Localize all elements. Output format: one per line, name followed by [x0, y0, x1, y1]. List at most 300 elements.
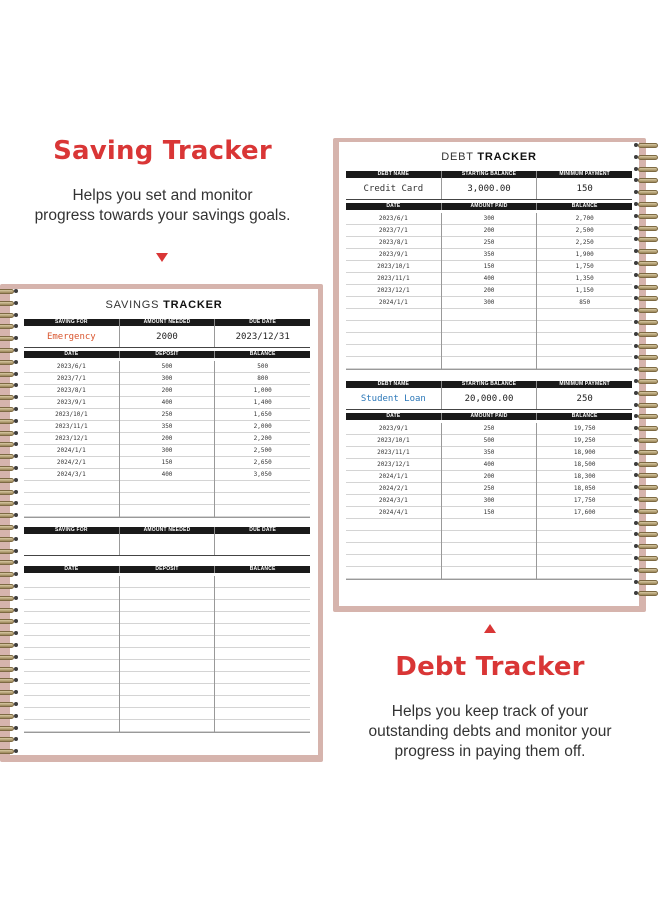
table-cell[interactable]	[537, 531, 632, 543]
table-cell[interactable]: 150	[442, 507, 537, 519]
column-header: DEPOSIT	[120, 566, 216, 573]
table-cell[interactable]: 2023/7/1	[24, 373, 119, 385]
table-cell[interactable]	[215, 481, 310, 493]
table-cell[interactable]	[24, 708, 119, 720]
table-cell[interactable]	[442, 567, 537, 579]
table-cell[interactable]: 19,250	[537, 435, 632, 447]
table-cell[interactable]: 300	[120, 373, 215, 385]
spiral-coil	[632, 579, 658, 586]
column-header: DUE DATE	[249, 527, 277, 533]
table-cell[interactable]: 2,650	[215, 457, 310, 469]
table-cell[interactable]	[24, 696, 119, 708]
column-header: AMOUNT PAID	[442, 203, 538, 210]
spiral-coil	[0, 736, 20, 743]
table-cell[interactable]: 250	[442, 423, 537, 435]
table-cell[interactable]: 18,050	[537, 483, 632, 495]
table-cell[interactable]: 1,400	[215, 397, 310, 409]
table-cell[interactable]	[442, 309, 537, 321]
spiral-coil	[632, 378, 658, 385]
table-cell[interactable]: 1,900	[537, 249, 632, 261]
spiral-coil	[0, 500, 20, 507]
table-cell[interactable]: 2,000	[215, 421, 310, 433]
table-cell[interactable]	[120, 672, 215, 684]
debt-2-log-grid	[346, 423, 632, 580]
saving-desc-line-2: progress towards your savings goals.	[34, 206, 291, 224]
table-cell[interactable]	[120, 481, 215, 493]
table-cell[interactable]: 2,200	[215, 433, 310, 445]
table-cell[interactable]: 2024/1/1	[346, 471, 441, 483]
spiral-coil	[0, 583, 20, 590]
spiral-coil	[632, 331, 658, 338]
spiral-coil	[0, 748, 20, 755]
table-column	[215, 576, 310, 732]
saving-tracker-description	[10, 186, 315, 226]
spiral-coil	[632, 496, 658, 503]
debt-desc-line-1: Helps you keep track of your	[391, 703, 589, 720]
table-cell[interactable]	[346, 321, 441, 333]
debt-page	[339, 142, 639, 606]
spiral-coil	[632, 260, 658, 267]
spiral-coil	[632, 366, 658, 373]
table-cell[interactable]: 400	[120, 469, 215, 481]
spiral-coil	[632, 354, 658, 361]
table-cell[interactable]	[215, 600, 310, 612]
spiral-coil	[632, 142, 658, 149]
table-column	[24, 576, 120, 732]
table-cell[interactable]: 2023/10/1	[346, 435, 441, 447]
spiral-coil	[632, 307, 658, 314]
spiral-coil	[0, 489, 20, 496]
table-cell[interactable]: 500	[442, 435, 537, 447]
savings-log-header	[24, 351, 310, 358]
table-cell[interactable]	[24, 612, 119, 624]
table-cell[interactable]	[537, 345, 632, 357]
spiral-coil	[632, 248, 658, 255]
table-column	[442, 213, 538, 369]
table-cell[interactable]: 150	[442, 261, 537, 273]
table-cell[interactable]	[215, 696, 310, 708]
table-cell[interactable]: 850	[537, 297, 632, 309]
debt-name-value-2[interactable]: Student Loan	[346, 388, 442, 409]
spiral-coil	[632, 543, 658, 550]
table-cell[interactable]: 2,250	[537, 237, 632, 249]
table-cell[interactable]	[346, 309, 441, 321]
debt-1-header	[346, 171, 632, 178]
savings-tracker-title	[10, 299, 318, 311]
amount-needed-value-2[interactable]	[120, 534, 216, 555]
spiral-coil	[632, 449, 658, 456]
column-header: DATE	[24, 351, 120, 358]
spiral-coil	[0, 300, 20, 307]
debt-1-table	[346, 171, 632, 370]
table-cell[interactable]	[120, 588, 215, 600]
spiral-coil	[0, 654, 20, 661]
table-cell[interactable]: 1,150	[537, 285, 632, 297]
table-cell[interactable]	[442, 531, 537, 543]
spiral-coil	[632, 484, 658, 491]
spiral-coil	[0, 713, 20, 720]
spiral-coil	[0, 642, 20, 649]
saving-desc-line-1: Helps you set and monitor	[72, 187, 253, 204]
table-cell[interactable]: 2023/12/1	[24, 433, 119, 445]
table-cell[interactable]: 500	[215, 361, 310, 373]
spiral-coil	[0, 548, 20, 555]
table-cell[interactable]	[24, 576, 119, 588]
debt-2-table	[346, 381, 632, 580]
table-cell[interactable]: 2023/10/1	[346, 261, 441, 273]
spiral-coil	[0, 666, 20, 673]
spiral-coil	[0, 371, 20, 378]
spiral-coil	[632, 531, 658, 538]
column-header: BALANCE	[249, 351, 276, 357]
table-cell[interactable]: 3,050	[215, 469, 310, 481]
table-cell[interactable]	[120, 708, 215, 720]
table-cell[interactable]	[215, 624, 310, 636]
spiral-coil	[0, 512, 20, 519]
spiral-coil	[0, 595, 20, 602]
table-cell[interactable]	[346, 531, 441, 543]
table-cell[interactable]: 2023/8/1	[346, 237, 441, 249]
spiral-coil	[0, 630, 20, 637]
spiral-coil	[0, 382, 20, 389]
table-column	[346, 213, 442, 369]
table-cell[interactable]: 1,000	[215, 385, 310, 397]
starting-balance-value-2[interactable]: 20,000.00	[442, 388, 538, 409]
spiral-coil	[0, 335, 20, 342]
debt-title-light: DEBT	[441, 151, 478, 163]
table-cell[interactable]: 200	[442, 285, 537, 297]
spiral-coil	[632, 154, 658, 161]
table-cell[interactable]	[442, 519, 537, 531]
savings-goal-table-2	[24, 527, 310, 733]
spiral-coil	[632, 272, 658, 279]
spiral-coil	[0, 524, 20, 531]
column-header: BALANCE	[571, 203, 598, 209]
column-header: STARTING BALANCE	[442, 381, 538, 388]
table-cell[interactable]: 800	[215, 373, 310, 385]
table-cell[interactable]: 19,750	[537, 423, 632, 435]
amount-needed-value[interactable]: 2000	[120, 326, 216, 347]
table-cell[interactable]	[24, 505, 119, 517]
table-cell[interactable]: 17,600	[537, 507, 632, 519]
savings-title-bold: TRACKER	[163, 299, 223, 311]
spiral-coil	[632, 343, 658, 350]
table-cell[interactable]	[346, 555, 441, 567]
column-header: DATE	[24, 566, 120, 573]
table-cell[interactable]	[120, 505, 215, 517]
table-cell[interactable]	[346, 519, 441, 531]
spiral-coil	[632, 567, 658, 574]
debt-2-row	[346, 388, 632, 410]
table-cell[interactable]: 2024/1/1	[24, 445, 119, 457]
table-cell[interactable]: 2023/11/1	[24, 421, 119, 433]
spiral-coil	[0, 725, 20, 732]
spiral-coil	[632, 166, 658, 173]
column-header: DEBT NAME	[346, 171, 442, 178]
debt-tracker-heading: Debt Tracker	[395, 652, 585, 682]
table-cell[interactable]: 2023/10/1	[24, 409, 119, 421]
table-cell[interactable]	[24, 636, 119, 648]
table-cell[interactable]	[346, 357, 441, 369]
column-header: STARTING BALANCE	[442, 171, 538, 178]
spiral-coil	[0, 677, 20, 684]
starting-balance-value[interactable]: 3,000.00	[442, 178, 538, 199]
spiral-coil	[632, 590, 658, 597]
table-cell[interactable]: 200	[442, 225, 537, 237]
table-cell[interactable]	[120, 612, 215, 624]
table-cell[interactable]	[24, 720, 119, 732]
table-cell[interactable]	[537, 555, 632, 567]
table-cell[interactable]	[346, 345, 441, 357]
spiral-coil	[0, 689, 20, 696]
savings-title-light: SAVINGS	[105, 299, 164, 311]
spiral-coil	[632, 437, 658, 444]
table-cell[interactable]: 300	[442, 495, 537, 507]
down-arrow-icon	[156, 253, 168, 262]
table-cell[interactable]: 2023/9/1	[346, 423, 441, 435]
spiral-coil	[0, 618, 20, 625]
column-header: BALANCE	[571, 413, 598, 419]
table-cell[interactable]	[215, 660, 310, 672]
table-cell[interactable]: 2023/7/1	[346, 225, 441, 237]
spiral-coil	[0, 288, 20, 295]
table-cell[interactable]: 250	[442, 237, 537, 249]
table-cell[interactable]: 300	[442, 213, 537, 225]
table-cell[interactable]: 2024/3/1	[24, 469, 119, 481]
spiral-coil	[0, 347, 20, 354]
table-cell[interactable]: 200	[442, 471, 537, 483]
table-cell[interactable]: 2023/9/1	[346, 249, 441, 261]
column-header: DEPOSIT	[120, 351, 216, 358]
table-cell[interactable]	[442, 333, 537, 345]
spiral-coil	[632, 520, 658, 527]
table-cell[interactable]	[215, 588, 310, 600]
table-cell[interactable]: 350	[442, 249, 537, 261]
spiral-coil	[632, 295, 658, 302]
column-header: AMOUNT NEEDED	[120, 527, 216, 534]
table-cell[interactable]	[120, 576, 215, 588]
debt-2-log-header	[346, 413, 632, 420]
table-cell[interactable]	[215, 684, 310, 696]
table-cell[interactable]	[346, 333, 441, 345]
spiral-coil	[0, 477, 20, 484]
spiral-coil	[632, 390, 658, 397]
debt-1-log-grid	[346, 213, 632, 370]
table-cell[interactable]: 2024/1/1	[346, 297, 441, 309]
table-column	[537, 423, 632, 579]
column-header: MINIMUM PAYMENT	[559, 381, 610, 387]
column-header: AMOUNT NEEDED	[120, 319, 216, 326]
spiral-coil	[632, 225, 658, 232]
up-arrow-icon	[484, 624, 496, 633]
table-cell[interactable]	[120, 600, 215, 612]
table-cell[interactable]: 250	[120, 409, 215, 421]
table-cell[interactable]	[24, 600, 119, 612]
column-header: SAVING FOR	[24, 319, 120, 326]
debt-tracker-title	[339, 151, 639, 163]
saving-tracker-heading: Saving Tracker	[53, 136, 272, 166]
table-cell[interactable]	[215, 672, 310, 684]
table-cell[interactable]: 200	[120, 385, 215, 397]
table-cell[interactable]	[215, 708, 310, 720]
savings-log-2-header	[24, 566, 310, 573]
table-cell[interactable]: 300	[120, 445, 215, 457]
table-cell[interactable]	[24, 660, 119, 672]
table-cell[interactable]: 2023/12/1	[346, 285, 441, 297]
table-cell[interactable]	[120, 684, 215, 696]
table-column	[120, 576, 216, 732]
debt-tracker-description	[335, 702, 645, 761]
table-cell[interactable]: 2024/3/1	[346, 495, 441, 507]
table-cell[interactable]	[537, 543, 632, 555]
table-cell[interactable]: 2023/6/1	[346, 213, 441, 225]
table-cell[interactable]: 18,300	[537, 471, 632, 483]
table-cell[interactable]: 18,500	[537, 459, 632, 471]
column-header: DEBT NAME	[346, 381, 442, 388]
table-cell[interactable]	[442, 321, 537, 333]
table-cell[interactable]	[215, 612, 310, 624]
table-cell[interactable]	[537, 333, 632, 345]
debt-desc-line-3: progress in paying them off.	[394, 742, 586, 760]
table-cell[interactable]	[215, 493, 310, 505]
table-cell[interactable]: 1,650	[215, 409, 310, 421]
debt-desc-line-2: outstanding debts and monitor your	[368, 722, 612, 740]
debt-1-log-header	[346, 203, 632, 210]
table-cell[interactable]: 18,900	[537, 447, 632, 459]
table-cell[interactable]	[24, 648, 119, 660]
table-cell[interactable]: 2023/12/1	[346, 459, 441, 471]
column-header: MINIMUM PAYMENT	[559, 171, 610, 177]
table-cell[interactable]	[215, 648, 310, 660]
table-cell[interactable]: 200	[120, 433, 215, 445]
table-cell[interactable]: 2023/11/1	[346, 447, 441, 459]
table-cell[interactable]	[346, 543, 441, 555]
table-cell[interactable]	[215, 720, 310, 732]
table-cell[interactable]: 2024/2/1	[346, 483, 441, 495]
spiral-coil	[632, 284, 658, 291]
spiral-coil	[632, 201, 658, 208]
table-cell[interactable]	[537, 321, 632, 333]
spiral-binding-left	[0, 288, 20, 758]
table-cell[interactable]: 400	[120, 397, 215, 409]
table-cell[interactable]: 2023/6/1	[24, 361, 119, 373]
table-cell[interactable]	[442, 543, 537, 555]
spiral-coil	[632, 189, 658, 196]
saving-for-value-2[interactable]	[24, 534, 120, 555]
table-cell[interactable]: 17,750	[537, 495, 632, 507]
table-cell[interactable]: 2023/8/1	[24, 385, 119, 397]
spiral-coil	[0, 571, 20, 578]
table-cell[interactable]: 2,500	[537, 225, 632, 237]
table-cell[interactable]	[215, 636, 310, 648]
table-cell[interactable]: 350	[442, 447, 537, 459]
spiral-coil	[632, 213, 658, 220]
table-cell[interactable]	[215, 505, 310, 517]
table-cell[interactable]: 300	[442, 297, 537, 309]
table-cell[interactable]	[24, 624, 119, 636]
table-cell[interactable]: 250	[442, 483, 537, 495]
savings-goal-2-header	[24, 527, 310, 534]
table-cell[interactable]	[537, 567, 632, 579]
spiral-coil	[632, 177, 658, 184]
table-cell[interactable]: 150	[120, 457, 215, 469]
spiral-coil	[0, 559, 20, 566]
column-header: SAVING FOR	[24, 527, 120, 534]
table-cell[interactable]: 400	[442, 273, 537, 285]
table-cell[interactable]: 350	[120, 421, 215, 433]
table-cell[interactable]	[537, 357, 632, 369]
spiral-coil	[632, 555, 658, 562]
spiral-coil	[632, 425, 658, 432]
spiral-coil	[632, 508, 658, 515]
spiral-coil	[0, 312, 20, 319]
table-cell[interactable]	[120, 648, 215, 660]
table-cell[interactable]	[442, 357, 537, 369]
spiral-coil	[0, 536, 20, 543]
table-column	[215, 361, 310, 517]
table-cell[interactable]	[24, 493, 119, 505]
savings-log-grid	[24, 361, 310, 518]
table-cell[interactable]	[120, 624, 215, 636]
table-cell[interactable]	[120, 720, 215, 732]
table-cell[interactable]: 2,700	[537, 213, 632, 225]
column-header: AMOUNT PAID	[442, 413, 538, 420]
table-cell[interactable]	[24, 588, 119, 600]
table-cell[interactable]: 2023/9/1	[24, 397, 119, 409]
table-column	[24, 361, 120, 517]
table-cell[interactable]	[24, 684, 119, 696]
table-cell[interactable]: 1,350	[537, 273, 632, 285]
savings-goal-table	[24, 319, 310, 518]
table-cell[interactable]	[120, 660, 215, 672]
spiral-coil	[0, 406, 20, 413]
table-cell[interactable]: 400	[442, 459, 537, 471]
table-cell[interactable]	[120, 636, 215, 648]
debt-title-bold: TRACKER	[477, 151, 537, 163]
column-header: DATE	[346, 203, 442, 210]
minimum-payment-value[interactable]: 150	[576, 183, 593, 194]
debt-name-value[interactable]: Credit Card	[346, 178, 442, 199]
table-cell[interactable]: 2024/4/1	[346, 507, 441, 519]
table-cell[interactable]: 2023/11/1	[346, 273, 441, 285]
due-date-value[interactable]: 2023/12/31	[235, 331, 290, 342]
table-cell[interactable]	[442, 555, 537, 567]
table-cell[interactable]	[120, 696, 215, 708]
spiral-coil	[632, 319, 658, 326]
spiral-coil	[0, 359, 20, 366]
table-cell[interactable]	[537, 309, 632, 321]
table-cell[interactable]	[120, 493, 215, 505]
table-cell[interactable]: 500	[120, 361, 215, 373]
savings-page	[10, 289, 318, 755]
table-cell[interactable]	[346, 567, 441, 579]
table-cell[interactable]: 2,500	[215, 445, 310, 457]
table-cell[interactable]	[24, 672, 119, 684]
column-header: DATE	[346, 413, 442, 420]
table-cell[interactable]: 2024/2/1	[24, 457, 119, 469]
column-header: DUE DATE	[249, 319, 277, 325]
table-cell[interactable]	[215, 576, 310, 588]
table-cell[interactable]	[537, 519, 632, 531]
table-column	[346, 423, 442, 579]
saving-for-value[interactable]: Emergency	[24, 326, 120, 347]
table-cell[interactable]	[24, 481, 119, 493]
due-date-value-2[interactable]	[215, 534, 310, 555]
minimum-payment-value-2[interactable]: 250	[576, 393, 593, 404]
table-cell[interactable]: 1,750	[537, 261, 632, 273]
spiral-coil	[0, 418, 20, 425]
table-cell[interactable]	[442, 345, 537, 357]
